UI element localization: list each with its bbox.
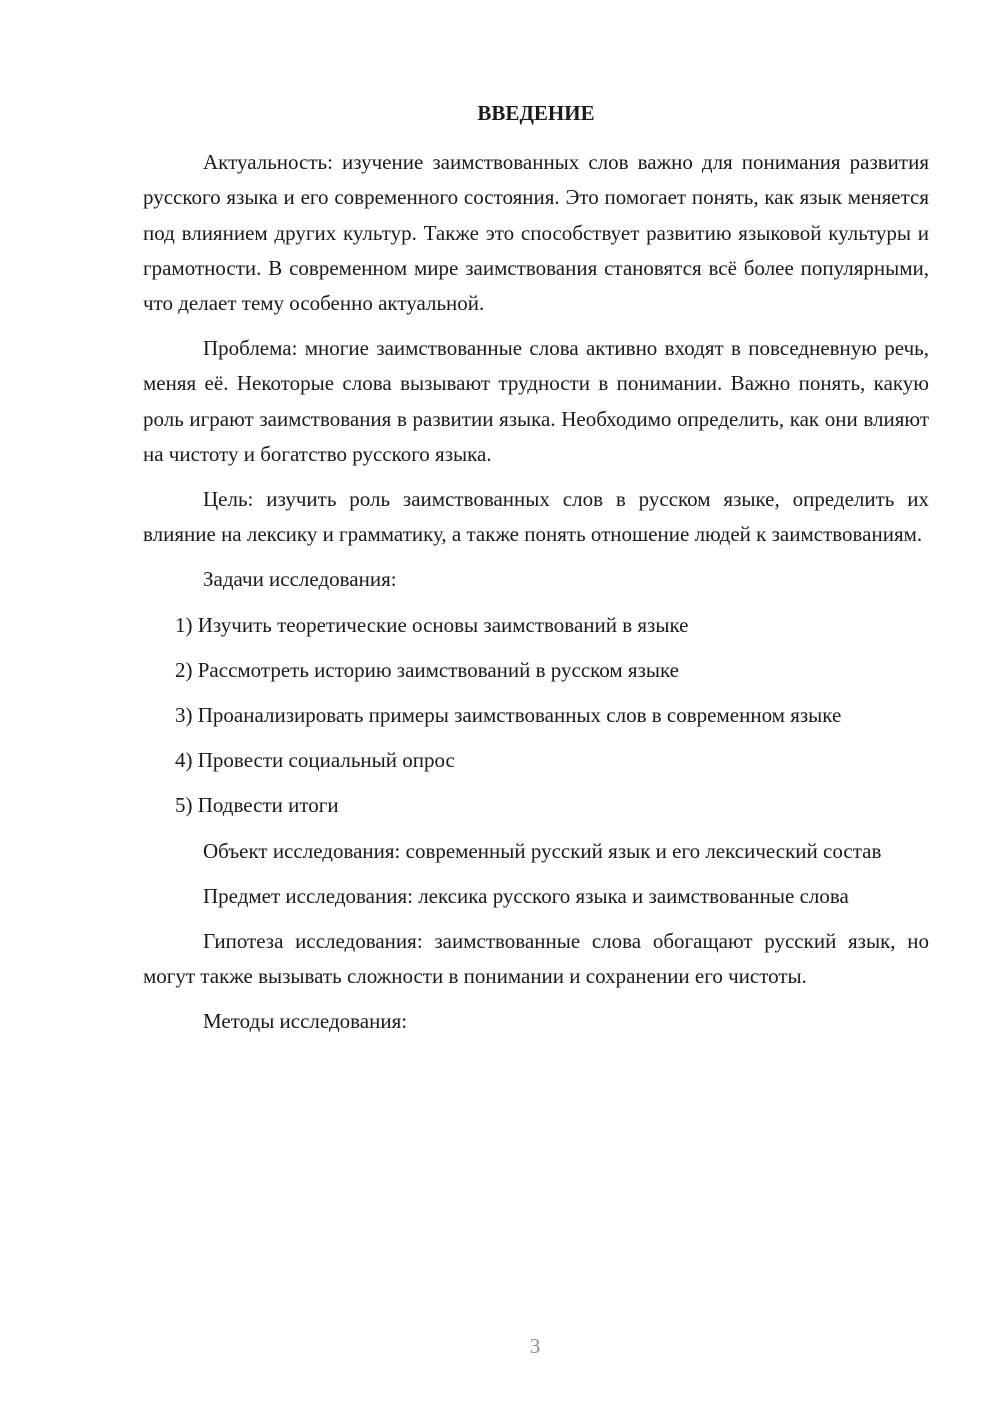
task-item: 3) Проанализировать примеры заимствованных слов в современном языке [175, 703, 842, 728]
goal-paragraph: Цель: изучить роль заимствованных слов в русском языке, определить их влияние на лексику и грамматику, а также понять отношение людей к заимствованиям. [143, 487, 929, 547]
object-paragraph: Объект исследования: современный русский язык и его лексический состав [203, 838, 882, 863]
subject-paragraph: Предмет исследования: лексика русского языка и заимствованные слова [203, 883, 849, 908]
methods-heading: Методы исследования: [203, 1009, 408, 1034]
hypothesis-paragraph: Гипотеза исследования: заимствованные слова обогащают русский язык, но могут также вызывать сложности в понимании и сохранении его чистоты. [143, 929, 929, 989]
task-item: 2) Рассмотреть историю заимствований в русском языке [175, 657, 679, 682]
document-page [143, 96, 929, 1050]
task-item: 1) Изучить теоретические основы заимствований в языке [175, 612, 689, 637]
tasks-list [143, 608, 929, 824]
relevance-paragraph: Актуальность: изучение заимствованных слов важно для понимания развития русского языка и его современного состояния. Это помогает понять, как язык меняется под влиянием других культур. Также это способствует развитию языковой культуры и грамотности. В современном мире заимствования становятся всё более популярными, что делает тему особенно актуальной. [143, 150, 929, 316]
problem-paragraph: Проблема: многие заимствованные слова активно входят в повседневную речь, меняя её. Некоторые слова вызывают трудности в понимании. Важно понять, какую роль играют заимствования в развитии языка. Необходимо определить, как они влияют на чистоту и богатство русского языка. [143, 336, 929, 466]
page-title: ВВЕДЕНИЕ [477, 101, 595, 125]
task-item: 4) Провести социальный опрос [175, 748, 455, 773]
page-number: 3 [529, 1334, 541, 1358]
task-item: 5) Подвести итоги [175, 793, 339, 818]
tasks-heading: Задачи исследования: [203, 567, 397, 592]
